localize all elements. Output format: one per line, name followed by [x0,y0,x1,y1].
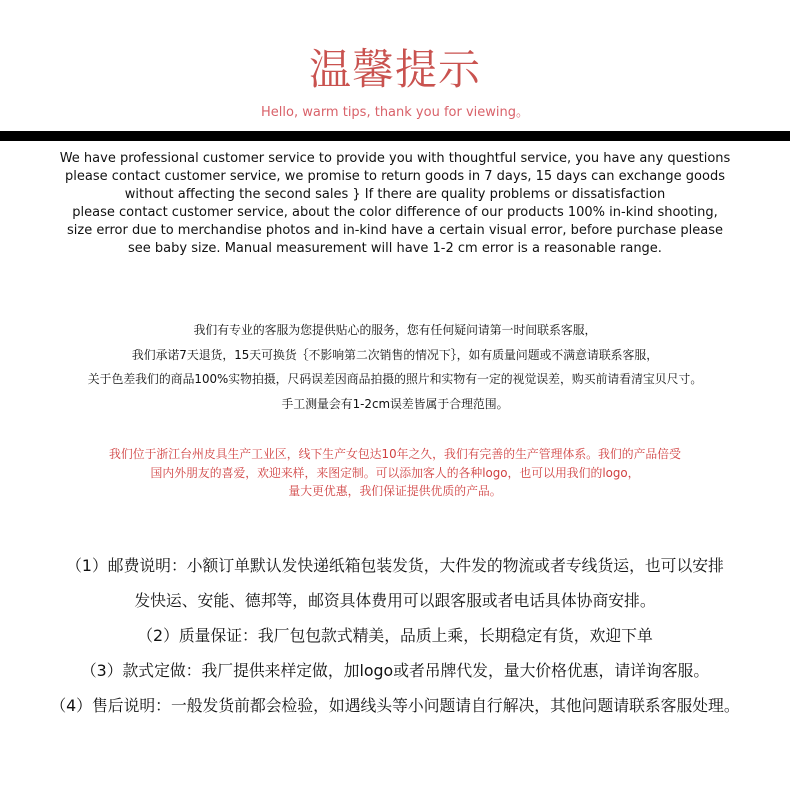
header-divider [0,131,790,141]
english-notice-line: We have professional customer service to provide you with thoughtful service, you have any questions [59,151,731,166]
factory-notice-line: 我们位于浙江台州皮具生产工业区，线下生产女包达10年之久，我们有完善的生产管理体系。我们的产品倍受 [109,447,681,461]
english-notice-line: please contact customer service, about the color difference of our products 100% in-kind shooting, [72,205,718,220]
policy-note-line: （1）邮费说明：小额订单默认发快递纸箱包装发货，大件发的物流或者专线货运，也可以安排 [66,556,724,575]
policy-note-line: （2）质量保证：我厂包包款式精美，品质上乘，长期稳定有货，欢迎下单 [137,626,653,645]
policy-note-line: 发快运、安能、德邦等，邮资具体费用可以跟客服或者电话具体协商安排。 [134,591,656,610]
english-notice-line: see baby size. Manual measurement will have 1-2 cm error is a reasonable range. [128,241,662,256]
chinese-notice-line: 我们承诺7天退货，15天可换货｛不影响第二次销售的情况下｝，如有质量问题或不满意请联系客服， [131,347,659,362]
chinese-notice [0,318,790,416]
factory-notice-line: 国内外朋友的喜爱，欢迎来样，来图定制。可以添加客人的各种logo，也可以用我们的logo， [150,465,640,480]
policy-note-line: （3）款式定做：我厂提供来样定做，加logo或者吊牌代发，量大价格优惠，请详询客服。 [80,661,710,680]
factory-notice [0,445,790,501]
english-notice-line: size error due to merchandise photos and in-kind have a certain visual error, before purchase please [67,223,723,238]
policy-note-line: （4）售后说明：一般发货前都会检验，如遇线头等小问题请自行解决，其他问题请联系客服处理。 [50,696,740,715]
english-notice-line: please contact customer service, we promise to return goods in 7 days, 15 days can exchange goods [65,169,725,184]
english-notice [20,150,770,258]
chinese-notice-line: 我们有专业的客服为您提供贴心的服务，您有任何疑问请第一时间联系客服， [193,323,597,337]
chinese-notice-line: 手工测量会有1-2cm误差皆属于合理范围。 [281,396,509,411]
chinese-notice-line: 关于色差我们的商品100%实物拍摄，尺码误差因商品拍摄的照片和实物有一定的视觉误差，购买前请看清宝贝尺寸。 [87,372,703,386]
page-title: 温馨提示 [308,45,481,94]
factory-notice-line: 量大更优惠，我们保证提供优质的产品。 [288,484,502,498]
page-subtitle: Hello, warm tips, thank you for viewing。 [261,105,529,120]
english-notice-line: without affecting the second sales } If there are quality problems or dissatisfaction [124,187,666,202]
policy-notes [0,548,790,723]
